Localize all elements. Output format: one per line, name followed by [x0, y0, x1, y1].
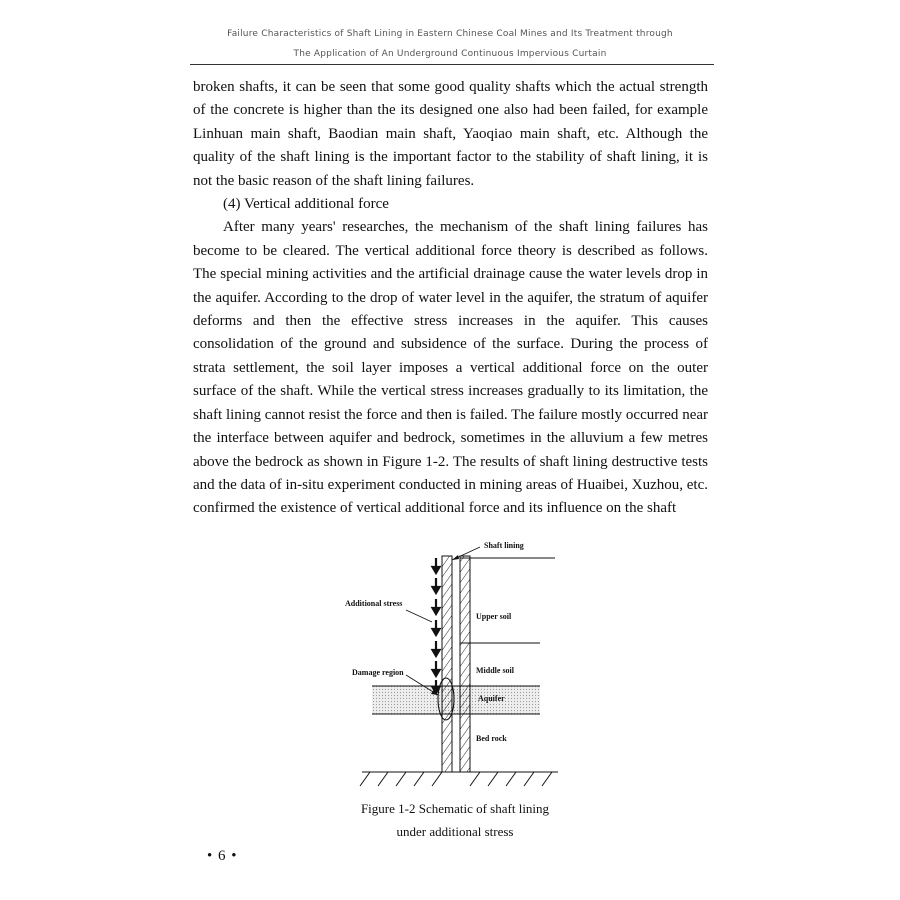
figure-shaft-lining [330, 538, 570, 788]
shaft-wall-left [442, 556, 452, 772]
header-divider [190, 64, 714, 65]
additional-stress-leader [406, 610, 432, 622]
label-additional-stress: Additional stress [345, 599, 403, 608]
section-heading: (4) Vertical additional force [223, 196, 389, 213]
figure-caption [330, 797, 580, 843]
label-aquifer: Aquifer [478, 694, 505, 703]
paragraph-continuation: broken shafts, it can be seen that some good quality shafts which the actual strength of the concrete is higher than the its designed one also had been failed, for example Linhuan main shaft, Baodian main shaft, Yaoqiao main shaft, etc. Although the quality of the shaft lining is the important factor to the stability of shaft lining, it is not the basic reason of the shaft lining failures. [193, 79, 708, 189]
shaft-lining-diagram [330, 538, 570, 788]
label-upper-soil: Upper soil [476, 612, 512, 621]
label-bed-rock: Bed rock [476, 734, 507, 743]
running-header-line-2: The Application of An Underground Continuous Impervious Curtain [293, 49, 607, 59]
running-header [190, 24, 710, 64]
label-damage-region: Damage region [352, 668, 404, 677]
shaft-wall-right [460, 556, 470, 772]
paragraph-vertical-force: After many years' researches, the mechanism of the shaft lining failures has become to be cleared. The vertical additional force theory is described as follows. The special mining activities and the artificial drainage cause the water levels drop in the aquifer. According to the drop of water level in the aquifer, the stratum of aquifer deforms and then the effective stress increases in the aquifer. This causes consolidation of the ground and subsidence of the surface. During the process of strata settlement, the soil layer imposes a vertical additional force on the outer surface of the shaft. While the vertical stress increases gradually to its limitation, the shaft lining cannot resist the force and then is failed. The failure mostly occurred near the interface between aquifer and bedrock, sometimes in the alluvium a few metres above the bedrock as shown in Figure 1-2. The results of shaft lining destructive tests and the data of in-situ experiment conducted in mining areas of Huaibei, Xuzhou, etc. confirmed the existence of vertical additional force and its influence on the shaft [193, 219, 708, 517]
caption-line-1: Figure 1-2 Schematic of shaft lining [360, 801, 550, 816]
label-middle-soil: Middle soil [476, 666, 515, 675]
body-text [193, 76, 708, 521]
label-shaft-lining: Shaft lining [484, 541, 524, 550]
additional-stress-arrows [433, 558, 440, 693]
aquifer-band [372, 686, 540, 714]
running-header-line-1: Failure Characteristics of Shaft Lining in Eastern Chinese Coal Mines and Its Treatment through [227, 29, 673, 39]
ground-hatching [360, 772, 552, 786]
caption-line-2: under additional stress [396, 824, 514, 839]
page-number: • 6 • [207, 848, 238, 864]
